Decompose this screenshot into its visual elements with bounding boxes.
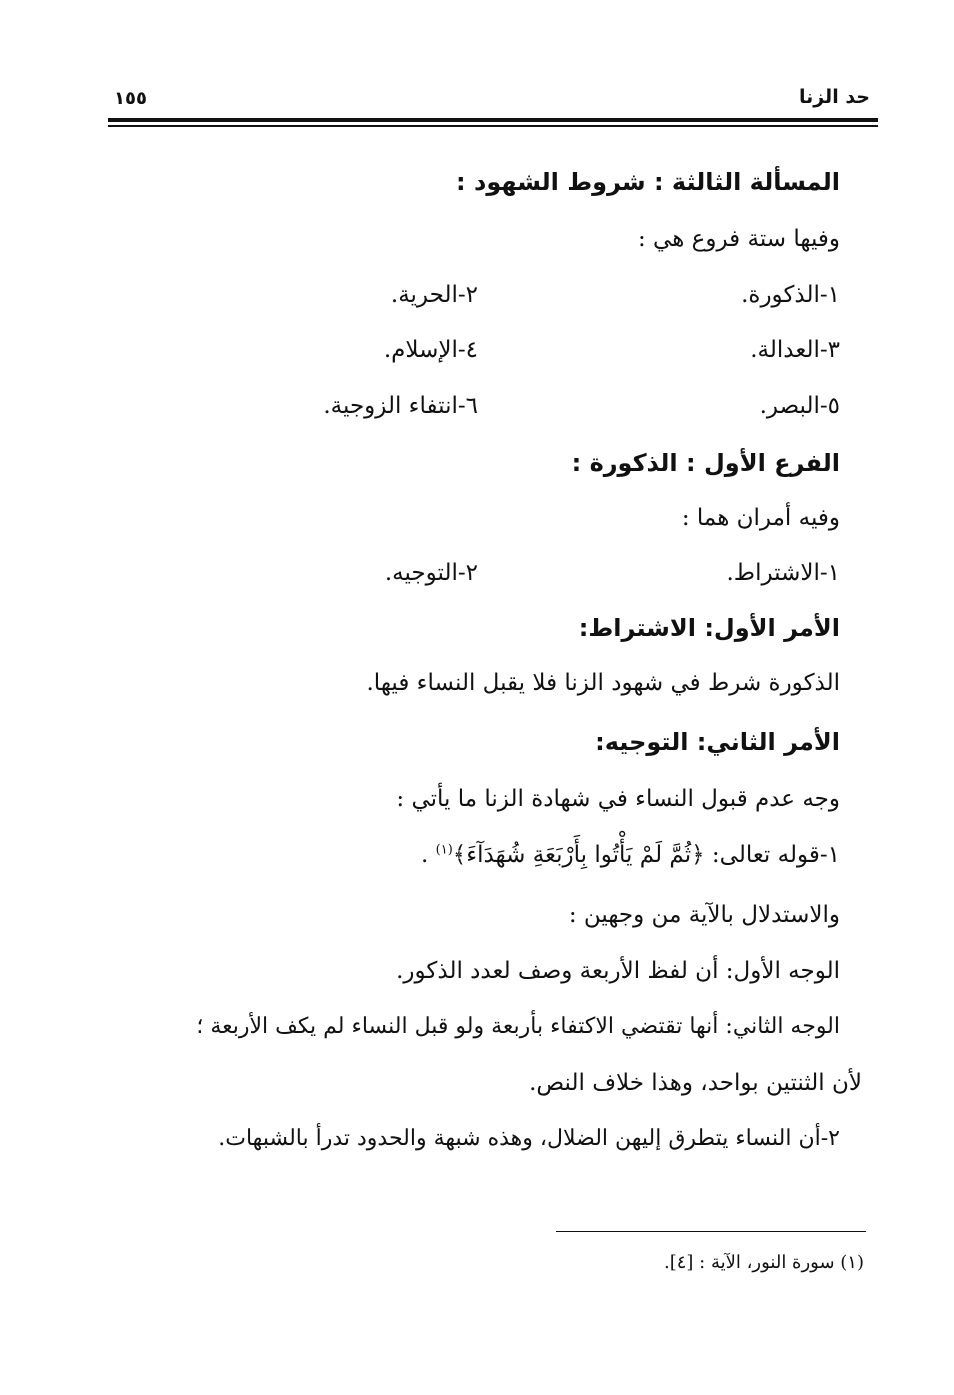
point-2: ٢-أن النساء يتطرق إليهن الضلال، وهذه شبهة والحدود تدرأ بالشبهات. <box>218 1126 840 1151</box>
aspect-2-line-1: الوجه الثاني: أنها تقتضي الاكتفاء بأربعة ولو قبل النساء لم يكف الأربعة ؛ <box>196 1014 840 1039</box>
condition-6: ٦-انتفاء الزوجية. <box>323 393 478 419</box>
condition-3: ٣-العدالة. <box>750 337 840 363</box>
section-heading: المسألة الثالثة : شروط الشهود : <box>456 168 840 196</box>
matter1-heading: الأمر الأول: الاشتراط: <box>578 614 840 642</box>
aspect-1: الوجه الأول: أن لفظ الأربعة وصف لعدد الذكور. <box>396 958 840 984</box>
inference-intro: والاستدلال بالآية من وجهين : <box>568 902 840 928</box>
condition-4: ٤-الإسلام. <box>383 337 478 363</box>
condition-5: ٥-البصر. <box>759 393 840 419</box>
matter2-heading: الأمر الثاني: التوجيه: <box>595 728 840 756</box>
header-rule-thin <box>108 125 878 127</box>
matter1-text: الذكورة شرط في شهود الزنا فلا يقبل النساء فيها. <box>366 670 840 696</box>
condition-1: ١-الذكورة. <box>741 282 840 308</box>
page-number: ١٥٥ <box>114 88 147 109</box>
footnote: (١) سورة النور، الآية : [٤]. <box>664 1252 864 1273</box>
matter2-intro: وجه عدم قبول النساء في شهادة الزنا ما يأتي : <box>396 786 840 812</box>
point1-prefix: ١-قوله تعالى: <box>704 842 840 868</box>
condition-2: ٢-الحرية. <box>390 282 478 308</box>
branch-intro: وفيه أمران هما : <box>681 505 840 531</box>
running-header-title: حد الزنا <box>798 86 870 108</box>
branch-heading: الفرع الأول : الذكورة : <box>571 449 840 477</box>
matter-1: ١-الاشتراط. <box>726 560 840 586</box>
aspect-2-line-2: لأن الثنتين بواحد، وهذا خلاف النص. <box>529 1070 862 1096</box>
matter-2: ٢-التوجيه. <box>384 560 478 586</box>
quran-verse: ﴿ثُمَّ لَمْ يَأْتُوا بِأَرْبَعَةِ شُهَدَآءَ﴾ <box>452 842 705 868</box>
footnote-ref: (١) <box>435 842 453 858</box>
point-1 <box>421 842 840 870</box>
point1-suffix: . <box>421 842 436 868</box>
intro-line: وفيها ستة فروع هي : <box>637 226 840 252</box>
footnote-rule <box>556 1231 866 1232</box>
header-rule-thick <box>108 118 878 122</box>
